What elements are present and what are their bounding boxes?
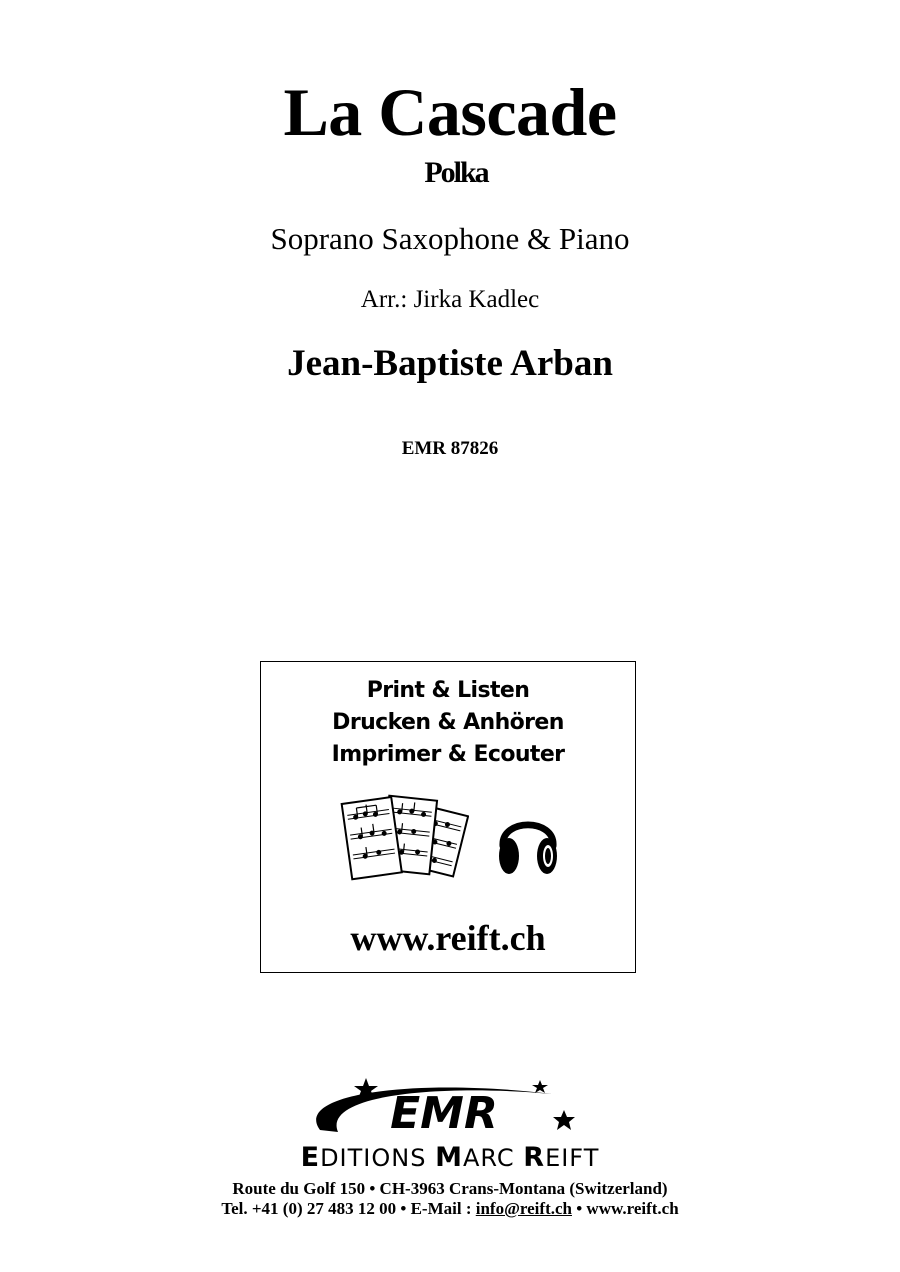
email-link[interactable]: info@reift.ch (475, 1199, 572, 1218)
piece-subtitle: Polka (424, 156, 488, 189)
promo-line-english: Print & Listen (366, 678, 530, 703)
promo-line-german: Drucken & Anhören (332, 710, 564, 735)
catalog-number: EMR 87826 (401, 438, 499, 459)
arranger-credit: Arr.: Jirka Kadlec (360, 286, 540, 313)
piece-title: La Cascade (283, 74, 617, 150)
promo-line-french: Imprimer & Ecouter (331, 742, 565, 767)
publisher-address: Route du Golf 150 • CH-3963 Crans-Montana (Switzerland) (232, 1179, 668, 1198)
emr-logo-text: EMR (390, 1088, 498, 1139)
composer-name: Jean-Baptiste Arban (287, 343, 613, 384)
print-listen-box (260, 661, 636, 973)
sheet-music-icon (339, 792, 469, 884)
instrumentation: Soprano Saxophone & Piano (270, 221, 630, 256)
emr-logo (302, 1072, 582, 1142)
publisher-name: EDITIONS MARC REIFT (300, 1142, 600, 1173)
publisher-contact: Tel. +41 (0) 27 483 12 00 • E-Mail : info@reift.ch • www.reift.ch (221, 1199, 679, 1218)
headphones-icon (493, 804, 563, 880)
promo-website-link[interactable]: www.reift.ch (350, 918, 546, 958)
